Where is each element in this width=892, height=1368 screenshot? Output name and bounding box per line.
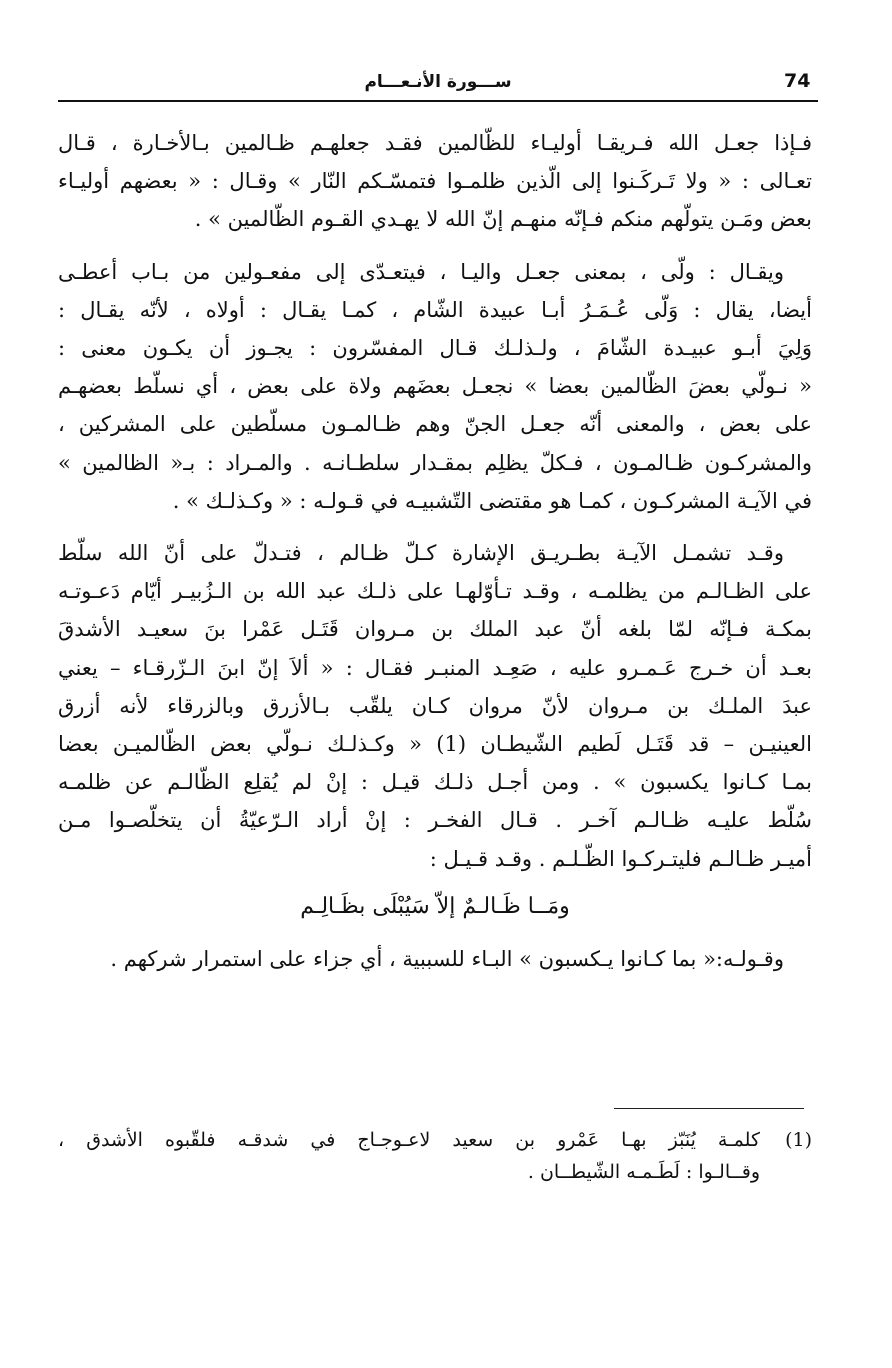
text-line: بمـا كـانوا يكسبون » . ومن أجـل ذلـك قيـل : إنْ لم يُقلِع الظّالـم عن ظلمـه — [58, 770, 812, 795]
text-line: سُلّط عليـه ظـالـم آخـر . قـال الفخـر : إنْ أراد الـرّعيّةُ أن يتخلّصـوا مـن — [58, 808, 812, 833]
paragraph-3 — [58, 534, 812, 926]
text-line: على الظـالـم من يظلمـه ، وقـد تـأوّلهـا على ذلـك عبد الله بن الـزُبيـر أيّام دَعـوتـه — [58, 579, 812, 604]
text-line: أميـر ظـالـم فليتـركـوا الظّـلـم . وقـد قـيـل : — [429, 846, 812, 871]
text-line: عبدَ الملـك بن مـروان لأنّ مروان كـان يلقّب بـالأزرق وبالزرقاء لأنه أزرق — [58, 693, 812, 718]
body-text — [58, 124, 812, 978]
page-number: 74 — [784, 70, 811, 92]
text-line: بعـد أن خـرج عَـمـرو عليه ، صَعِـد المنبـر فقـال : « ألاَ إنّ ابنَ الـزّرقـاء – يعني — [58, 655, 812, 680]
footnote-number: (1) — [785, 1129, 812, 1151]
paragraph-4 — [58, 940, 812, 978]
text-line: العينيـن – قد قَتَـل لَطيم الشّيطـان (1) « وكـذلـك نـولّي بعض الظّالميـن بعضا — [58, 732, 812, 757]
header-rule — [58, 100, 818, 102]
footnote-body — [58, 1124, 760, 1188]
poetry-verse: ومَــا ظَـالـمٌ إلاّ سَيُبْلَى بظَـالِـم — [300, 893, 570, 919]
text-line: بمكـة فـإنّه لمّا بلغه أنّ عبد الملك بن مـروان قَتَـل عَمْرا بنَ سعيـد الأشدقَ — [58, 617, 812, 642]
footnote — [58, 1124, 812, 1188]
text-line: أيضا، يقال : وَلّى عُـمَـرُ أبـا عبيدة الشّام ، كمـا يقـال : أولاه ، لأنّه يقـال : — [58, 297, 812, 322]
text-line: وَلِيَ أبـو عبيـدة الشّامَ ، ولـذلـك قـال المفسّرون : يجـوز أن يكـون معنى : — [58, 336, 812, 361]
page-header — [58, 66, 818, 100]
text-line: ويقـال : ولّى ، بمعنى جعـل واليـا ، فيتعـدّى إلى مفعـولين من بـاب أعطـى — [58, 259, 784, 284]
footnote-line: وقــالـوا : لَطَـمـه الشّيطــان . — [527, 1161, 760, 1183]
footnote-line: كلمـة يُنَبّز بهـا عَمْرو بن سعيد لاعـوجـاج في شدقـه فلقّبوه الأشدق ، — [58, 1129, 760, 1151]
paragraph-2 — [58, 253, 812, 520]
paragraph-1 — [58, 124, 812, 239]
text-line: وقـد تشمـل الآيـة بطـريـق الإشارة كـلّ ظـالم ، فتـدلّ على أنّ الله سلّط — [58, 541, 784, 566]
running-title: ســـورة الأنـعـــام — [364, 72, 512, 92]
text-line: « نـولّي بعضَ الظّالمين بعضا » نجعـل بعضَهم ولاة على بعض ، أي نسلّط بعضهـم — [58, 374, 812, 399]
text-line: بعض ومَـن يتولّهم منكم فـإنّه منهـم إنّ الله لا يهـدي القـوم الظّالمين » . — [194, 207, 812, 232]
text-line: وقـولـه:« بما كـانوا يـكسبون » البـاء للسببية ، أي جزاء على استمرار شركهم . — [110, 947, 784, 972]
text-line: على بعض ، والمعنى أنّه جعـل الجنّ وهم ظـالمـون مسلّطين على المشركين ، — [58, 412, 812, 437]
footnote-rule — [614, 1108, 804, 1109]
text-line: فـإذا جعـل الله فـريقـا أوليـاء للظّالمين فقـد جعلهـم ظـالمين بـالأخـارة ، قـال — [58, 131, 812, 155]
text-line: والمشركـون ظـالمـون ، فـكلّ يظلِم بمقـدار سلطـانـه . والمـراد : بـ« الظالمين » — [58, 450, 812, 475]
text-line: تعـالى : « ولا تَـركَـنوا إلى الّذين ظلمـوا فتمسّـكم النّار » وقـال : « بعضهم أوليـاء — [58, 169, 812, 194]
text-line: في الآيـة المشركـون ، كمـا هو مقتضى التّشبيـه في قـولـه : « وكـذلـك » . — [172, 488, 812, 513]
